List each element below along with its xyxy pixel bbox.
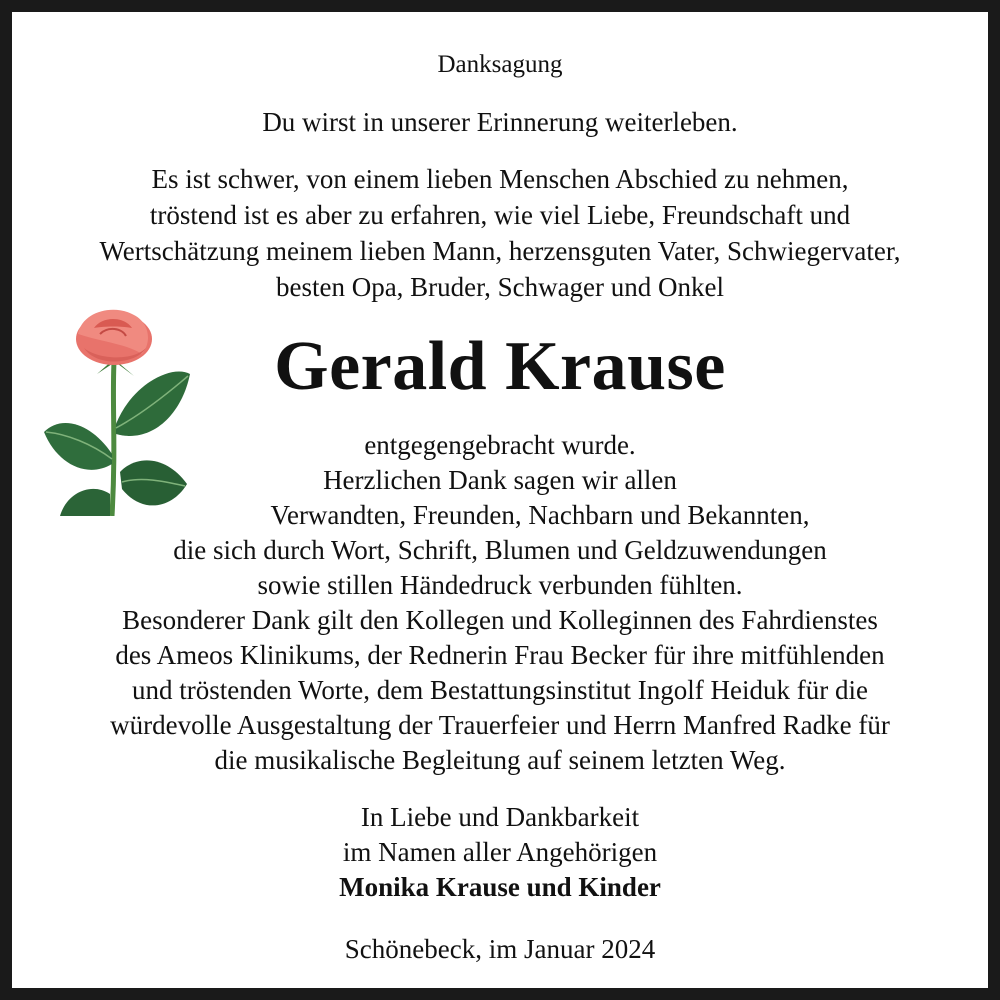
deceased-name: Gerald Krause [274, 328, 726, 405]
intro-line: Es ist schwer, von einem lieben Menschen Abschied zu nehmen, [151, 164, 849, 194]
body-line: und tröstenden Worte, dem Bestattungsinstitut Ingolf Heiduk für die [132, 675, 868, 705]
intro-line: besten Opa, Bruder, Schwager und Onkel [275, 272, 725, 302]
closing-line: im Namen aller Angehörigen [342, 837, 658, 867]
body-line: würdevolle Ausgestaltung der Trauerfeier und Herrn Manfred Radke für [110, 710, 890, 740]
notice-heading: Danksagung [437, 51, 563, 78]
body-line: des Ameos Klinikums, der Rednerin Frau Becker für ihre mitfühlenden [115, 640, 885, 670]
body-line: Verwandten, Freunden, Nachbarn und Bekannten, [270, 500, 810, 530]
body-line: Herzlichen Dank sagen wir allen [323, 465, 677, 495]
closing-line: In Liebe und Dankbarkeit [360, 802, 640, 832]
intro-line: Wertschätzung meinem lieben Mann, herzensguten Vater, Schwiegervater, [99, 236, 901, 266]
place-date: Schönebeck, im Januar 2024 [344, 934, 656, 964]
motto: Du wirst in unserer Erinnerung weiterleben. [262, 107, 738, 137]
body-line: Besonderer Dank gilt den Kollegen und Kolleginnen des Fahrdienstes [122, 605, 878, 635]
body-line: die musikalische Begleitung auf seinem letzten Weg. [214, 745, 786, 775]
intro-line: tröstend ist es aber zu erfahren, wie viel Liebe, Freundschaft und [149, 200, 851, 230]
signature: Monika Krause und Kinder [339, 872, 661, 902]
body-line: sowie stillen Händedruck verbunden fühlten. [257, 570, 743, 600]
body-line: entgegengebracht wurde. [364, 430, 636, 460]
body-line: die sich durch Wort, Schrift, Blumen und Geldzuwendungen [173, 535, 827, 565]
